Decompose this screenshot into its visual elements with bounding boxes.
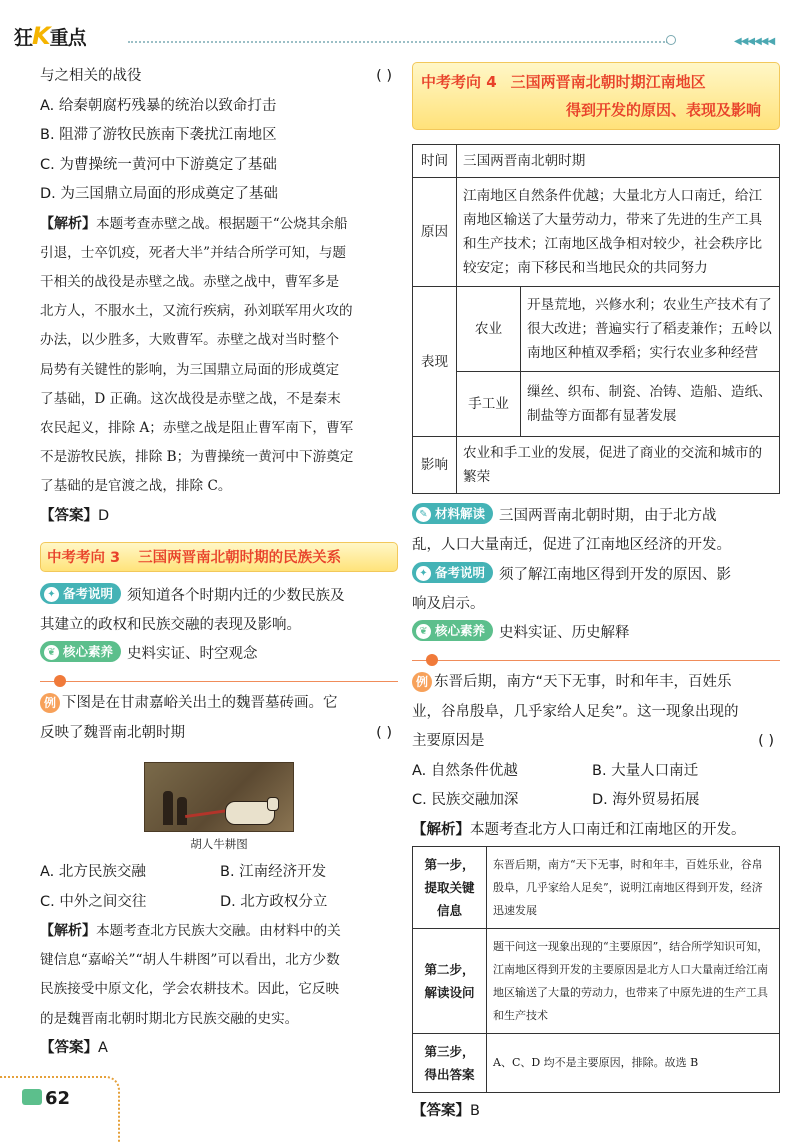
direction-4-heading: 中考考向 4 三国两晋南北朝时期江南地区 得到开发的原因、表现及影响: [412, 62, 780, 130]
core-badge: ❦ 核心素养: [412, 620, 493, 641]
direction-3-heading: 中考考向 3 三国两晋南北朝时期的民族关系: [40, 542, 398, 572]
analysis-block: 【解析】本题考查赤壁之战。根据题干“公烧其余船 引退，士卒饥疫，死者大半”并结合所学可知，与题 干相关的战役是赤壁之战。赤壁之战中，曹军多是 北方人，不服水土，又流行疾病，孙刘联军用火攻的 办法，以少胜多，大败曹军。赤壁之战对当时整个 局势有关键性的影响，为三国鼎立局面的形成奠定 了基础，D 正确。这次战役是赤壁之战，不是秦末 农民起义，排除 A；赤壁之战是阻止曹军南下，曹军 不是游牧民族，排除 B；为曹操统一黄河中下游奠定 了基础的是官渡之战，排除 C。: [40, 215, 354, 495]
page-corner-decoration: [0, 1076, 120, 1142]
options-row-1: A. 北方民族交融 B. 江南经济开发: [40, 864, 327, 881]
prep-note: ✦ 备考说明 须知道各个时期内迁的少数民族及: [40, 582, 398, 611]
answer-line-right: 【答案】B: [412, 1102, 480, 1119]
step-row: 第三步，得出答案 A、C、D 均不是主要原因，排除。故选 B: [413, 1033, 780, 1092]
example-badge: 例: [40, 693, 60, 713]
answer-line-2: 【答案】A: [40, 1039, 108, 1056]
example-divider: [40, 675, 398, 689]
left-column: 与之相关的战役 ( ) A. 给秦朝腐朽残暴的统治以致命打击 B. 阻滞了游牧民族南下袭扰江南地区 C. 为曹操统一黄河中下游奠定了基础 D. 为三国鼎立局面的形成奠定了基础 【解析】本题考查赤壁之战。根据题干“公烧其余船 引退，士卒饥疫，死者大半”并结合所学可知，与题 干相关的战役是赤壁之战。赤壁之战中，曹军多是 北方人，不服水土，又流行疾病，孙刘联军用火攻的 办法，以少胜多，大败曹军。赤壁之战对当时整个 局势有关键性的影响，为三国鼎立局面的形成奠定 了基础，D 正确。这次战役是赤壁之战，不是秦末 农民起义，排除 A；赤壁之战是阻止曹军南下，曹军 不是游牧民族，排除 B；为曹操统一黄河中下游奠定 了基础的是官渡之战，排除 C。 【答案】D 中考考向 3 三国两晋南北朝时期的民族关系 ✦ 备考说明 须知道各个时期内迁的少数民族及 其建立的政权和民族交融的表现及影响。 ❦ 核心素养 史料实证、时空观念 例 下图是在甘肃嘉峪关出土的魏晋墓砖画。它 反映了魏晋南北朝时期 ( ) 胡人牛耕图 A. 北方民族交融 B. 江南经济开发 C. 中外之间交往 D. 北方政权分立 【解析】本题考查北方民族大交融。由材料中的关 键信息“嘉峪关”“胡人牛耕图”可以看出，北方少数 民族接受中原文化，学会农耕技术。因此，它反映 的是魏晋南北朝时期北方民族交融的史实。 【答案】A: [40, 62, 398, 1062]
pin-icon: [54, 675, 66, 687]
summary-table: 时间 三国两晋南北朝时期 原因 江南地区自然条件优越；大量北方人口南迁，给江南地区输送了大量劳动力，带来了先进的生产工具和生产技术；江南地区战争相对较少，社会秩序比较安定；南下移民和当地民众的共同努力 表现 农业 开垦荒地，兴修水利；农业生产技术有了很大改进；普遍实行了稻麦兼作；五岭以南地区种植双季稻；实行农业多种经营 手工业 缫丝、织布、制瓷、冶铸、造船、造纸、制盐等方面都有显著发展 影响 农业和手工业的发展，促进了商业的交流和城市的繁荣: [412, 144, 780, 494]
image-caption: 胡人牛耕图: [190, 837, 248, 852]
options-row-2: C. 民族交融加深 D. 海外贸易拓展: [412, 792, 700, 808]
brand-logo: 狂K重点: [14, 22, 86, 50]
leaf-icon: ❦: [44, 645, 59, 660]
example-divider: [412, 654, 780, 668]
solution-steps-table: [412, 846, 780, 1093]
analysis-block-2: 【解析】本题考查北方民族大交融。由材料中的关 键信息“嘉峪关”“胡人牛耕图”可以看出，北方少数 民族接受中原文化，学会农耕技术。因此，它反映 的是魏晋南北朝时期北方民族交融的史实。: [40, 923, 341, 1027]
step-row: 第一步，提取关键信息 东晋后期，南方“天下无事，时和年丰，百姓乐业，谷帛殷阜，几乎家给人足矣”，说明江南地区得到开发，经济迅速发展: [413, 846, 780, 928]
lightbulb-icon: ✦: [44, 587, 59, 602]
core-literacy-right: ❦ 核心素养 史料实证、历史解释: [412, 619, 780, 648]
option-d: D. 为三国鼎立局面的形成奠定了基础: [40, 186, 278, 202]
answer-line: 【答案】D: [40, 507, 110, 524]
book-icon: [22, 1089, 42, 1105]
arrows-icon: ◀◀◀◀◀◀: [734, 36, 775, 47]
option-b: B. 阻滞了游牧民族南下袭扰江南地区: [40, 127, 277, 143]
page-number: 62: [22, 1088, 70, 1109]
answer-blank: ( ): [376, 68, 392, 84]
option-c: C. 为曹操统一黄河中下游奠定了基础: [40, 156, 277, 173]
core-literacy: ❦ 核心素养 史料实证、时空观念: [40, 640, 398, 669]
options-row-1: A. 自然条件优越 B. 大量人口南迁: [412, 762, 699, 779]
lightbulb-icon: ✦: [416, 566, 431, 581]
example-badge: 例: [412, 672, 432, 692]
prep-note-right: ✦ 备考说明 须了解江南地区得到开发的原因、影: [412, 561, 780, 590]
document-icon: ✎: [416, 507, 431, 522]
right-column: 中考考向 4 三国两晋南北朝时期江南地区 得到开发的原因、表现及影响 时间 三国两晋南北朝时期 原因 江南地区自然条件优越；大量北方人口南迁，给江南地区输送了大量劳动力，带来了先进的生产工具和生产技术；江南地区战争相对较少，社会秩序比较安定；南下移民和当地民众的共同努力 表现 农业 开垦荒地，兴修水利；农业生产技术有了很大改进；普遍实行了稻麦兼作；五岭以南地区种植双季稻；实行农业多种经营 手工业 缫丝、织布、制瓷、冶铸、造船、造纸、制盐等方面都有显著发展 影响 农业和手工业的发展，促进了商业的交流和城市的繁荣 ✎ 材料解读 三国两晋南北朝时期，由于北方战 乱，人口大量南迁，促进了江南地区经济的开发。 ✦ 备考说明 须了解江南地区得到开发的原因、影 响及启示。 ❦ 核心素养 史料实证、历史解释 例 东晋后期，南方“天下无事，时和年丰，百姓乐 业，谷帛殷阜，几乎家给人足矣”。这一现象出现的 主要原因是 ( ) A. 自然条件优越 B. 大量人口南迁 C. 民族交融加深 D. 海外贸易拓展 【解析】本题考查北方人口南迁和江南地区的开发。 第一步，提取关键信息 东晋后期，南方“天下无事，时和年丰，百姓乐业，谷帛殷阜，几乎家给人足矣”，说明江南地区得到开发，经济迅速发展 第二步，解读设问 题干问这一现象出现的“主要原因”，结合所学知识可知，江南地区得到开发的主要原因是北方人口大量南迁给江南地区输送了大量的劳动力，也带来了中原先进的生产工具和生产技术 第三步，得出答案 A、C、D 均不是主要原因，排除。故选 B 【答案】B: [412, 62, 780, 1125]
analysis-line: 【解析】本题考查北方人口南迁和江南地区的开发。: [412, 821, 746, 838]
prep-badge: ✦ 备考说明: [412, 562, 493, 583]
header-divider: [128, 41, 668, 43]
example-stem: 例 下图是在甘肃嘉峪关出土的魏晋墓砖画。它: [40, 689, 398, 719]
question-stem: 与之相关的战役 ( ): [40, 62, 398, 92]
step-row: 第二步，解读设问 题干问这一现象出现的“主要原因”，结合所学知识可知，江南地区得到开发的主要原因是北方人口大量南迁给江南地区输送了大量的劳动力，也带来了中原先进的生产工具和生产技术: [413, 928, 780, 1033]
option-a: A. 给秦朝腐朽残暴的统治以致命打击: [40, 97, 277, 114]
core-badge: ❦ 核心素养: [40, 641, 121, 662]
options-row-2: C. 中外之间交往 D. 北方政权分立: [40, 893, 328, 910]
example-stem: 例 东晋后期，南方“天下无事，时和年丰，百姓乐: [412, 668, 780, 698]
header-circle-icon: [666, 35, 676, 45]
leaf-icon: ❦: [416, 624, 431, 639]
pin-icon: [426, 654, 438, 666]
material-badge: ✎ 材料解读: [412, 503, 493, 524]
analysis-tag: 【解析】: [40, 215, 96, 232]
material-note: ✎ 材料解读 三国两晋南北朝时期，由于北方战: [412, 502, 780, 531]
prep-badge: ✦ 备考说明: [40, 583, 121, 604]
brick-painting-image: [144, 762, 294, 832]
page-header: [0, 0, 800, 54]
